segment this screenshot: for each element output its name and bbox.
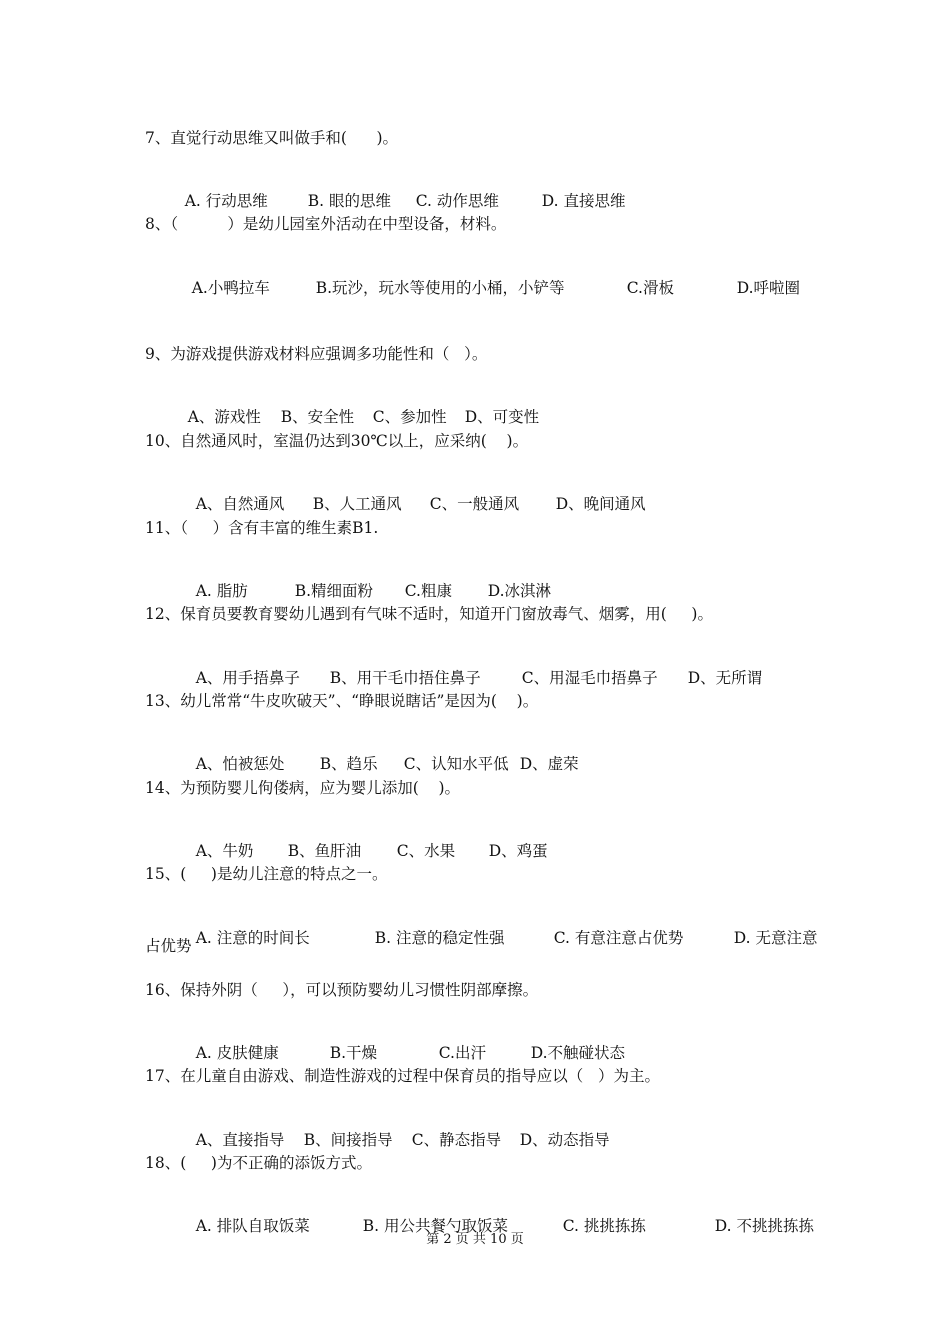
q12-option-a[interactable]: A、用手捂鼻子 <box>195 669 300 687</box>
q14-option-a[interactable]: A、牛奶 <box>195 842 254 860</box>
question-11-stem: 11、（ ）含有丰富的维生素B1. <box>145 519 379 537</box>
q7-option-c[interactable]: C. 动作思维 <box>415 192 499 210</box>
q9-option-b[interactable]: B、安全性 <box>280 408 355 426</box>
q16-option-c[interactable]: C.出汗 <box>438 1044 486 1062</box>
q14-option-c[interactable]: C、水果 <box>396 842 456 860</box>
q12-option-c[interactable]: C、用湿毛巾捂鼻子 <box>521 669 658 687</box>
q8-option-a[interactable]: A.小鸭拉车 <box>191 279 270 297</box>
q14-option-d[interactable]: D、鸡蛋 <box>488 842 548 860</box>
q17-option-d[interactable]: D、动态指导 <box>519 1131 610 1149</box>
page-footer: 第 2 页 共 10 页 <box>426 1232 524 1247</box>
q13-option-d[interactable]: D、虚荣 <box>519 755 579 773</box>
q18-option-d[interactable]: D. 不挑挑拣拣 <box>714 1217 814 1235</box>
q10-option-c[interactable]: C、一般通风 <box>429 495 520 513</box>
q9-option-c[interactable]: C、参加性 <box>372 408 447 426</box>
q7-option-b[interactable]: B. 眼的思维 <box>307 192 391 210</box>
question-14-stem: 14、为预防婴儿佝偻病，应为婴儿添加( )。 <box>145 779 461 797</box>
q8-option-b[interactable]: B.玩沙，玩水等使用的小桶，小铲等 <box>315 279 565 297</box>
q18-option-a[interactable]: A. 排队自取饭菜 <box>195 1217 310 1235</box>
q12-option-b[interactable]: B、用干毛巾捂住鼻子 <box>329 669 481 687</box>
q10-option-b[interactable]: B、人工通风 <box>312 495 402 513</box>
q11-option-b[interactable]: B.精细面粉 <box>294 582 374 600</box>
q16-option-a[interactable]: A. 皮肤健康 <box>195 1044 279 1062</box>
q18-option-b[interactable]: B. 用公共餐勺取饭菜 <box>362 1217 508 1235</box>
question-17-stem: 17、在儿童自由游戏、制造性游戏的过程中保育员的指导应以（ ）为主。 <box>145 1067 661 1085</box>
q15-option-d[interactable]: D. 无意注意 <box>733 929 818 947</box>
q16-option-d[interactable]: D.不触碰状态 <box>530 1044 626 1062</box>
question-18-options <box>176 1196 814 1256</box>
question-7-stem: 7、直觉行动思维又叫做手和( )。 <box>145 129 399 147</box>
question-15-continuation: 占优势 <box>145 937 192 955</box>
q7-option-d[interactable]: D. 直接思维 <box>541 192 626 210</box>
question-15-options <box>176 908 817 968</box>
question-16-stem: 16、保持外阴（ ），可以预防婴幼儿习惯性阴部摩擦。 <box>145 981 539 999</box>
question-12-stem: 12、保育员要教育婴幼儿遇到有气味不适时，知道开门窗放毒气、烟雾，用( )。 <box>145 605 713 623</box>
q8-option-d[interactable]: D.呼啦圈 <box>736 279 801 297</box>
q13-option-a[interactable]: A、怕被惩处 <box>195 755 285 773</box>
q17-option-c[interactable]: C、静态指导 <box>411 1131 502 1149</box>
q13-option-b[interactable]: B、趋乐 <box>319 755 378 773</box>
q9-option-d[interactable]: D、可变性 <box>464 408 540 426</box>
q17-option-a[interactable]: A、直接指导 <box>195 1131 285 1149</box>
q8-option-c[interactable]: C.滑板 <box>626 279 674 297</box>
q14-option-b[interactable]: B、鱼肝油 <box>287 842 362 860</box>
question-10-stem: 10、自然通风时，室温仍达到30℃以上，应采纳( )。 <box>145 432 529 450</box>
question-13-stem: 13、幼儿常常“牛皮吹破天”、“睁眼说瞎话”是因为( )。 <box>145 692 539 710</box>
q12-option-d[interactable]: D、无所谓 <box>687 669 763 687</box>
q10-option-d[interactable]: D、晚间通风 <box>555 495 646 513</box>
question-8-options <box>172 258 800 318</box>
q15-option-b[interactable]: B. 注意的稳定性强 <box>374 929 505 947</box>
q11-option-c[interactable]: C.粗康 <box>404 582 452 600</box>
question-9-stem: 9、为游戏提供游戏材料应强调多功能性和（ ）。 <box>145 345 488 363</box>
q10-option-a[interactable]: A、自然通风 <box>195 495 285 513</box>
q17-option-b[interactable]: B、间接指导 <box>303 1131 393 1149</box>
question-18-stem: 18、( )为不正确的添饭方式。 <box>145 1154 372 1172</box>
q18-option-c[interactable]: C. 挑挑拣拣 <box>562 1217 646 1235</box>
q15-option-c[interactable]: C. 有意注意占优势 <box>553 929 684 947</box>
q15-option-a[interactable]: A. 注意的时间长 <box>195 929 310 947</box>
q11-option-a[interactable]: A. 脂肪 <box>195 582 248 600</box>
q16-option-b[interactable]: B.干燥 <box>329 1044 378 1062</box>
question-8-stem: 8、（ ）是幼儿园室外活动在中型设备，材料。 <box>145 215 507 233</box>
q7-option-a[interactable]: A. 行动思维 <box>184 192 268 210</box>
question-15-stem: 15、( )是幼儿注意的特点之一。 <box>145 865 388 883</box>
q9-option-a[interactable]: A、游戏性 <box>187 408 261 426</box>
q11-option-d[interactable]: D.冰淇淋 <box>487 582 552 600</box>
q13-option-c[interactable]: C、认知水平低 <box>403 755 509 773</box>
